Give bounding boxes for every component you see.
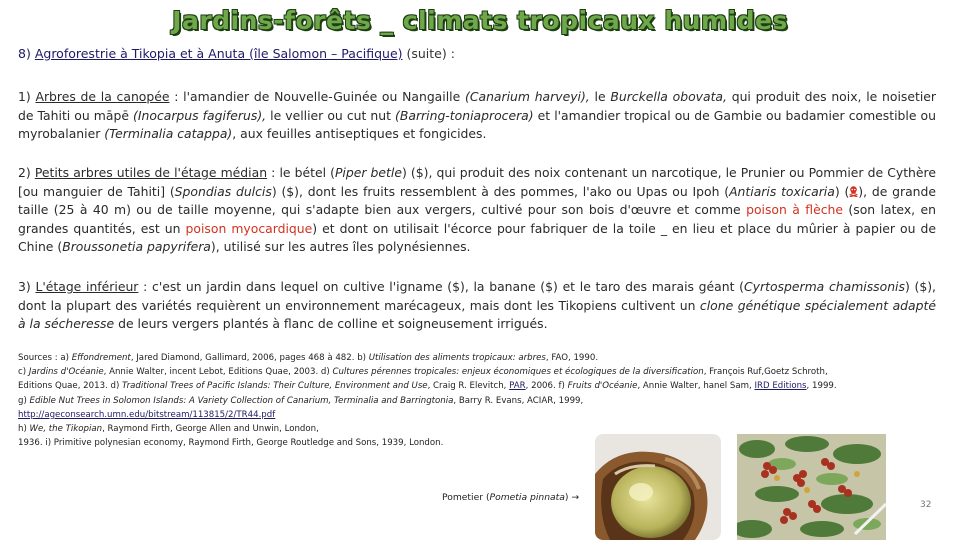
p2-text: ) ( <box>834 183 850 199</box>
source-title: Traditional Trees of Pacific Islands: Their Culture, Environment and Use <box>122 381 428 392</box>
p1-number: 1) <box>18 89 31 104</box>
source-link-ird[interactable]: IRD Editions <box>754 381 807 392</box>
pometia-fruit-photo <box>595 434 721 540</box>
source-text: , Barry R. Evans, ACIAR, 1999, <box>453 395 584 406</box>
p2-number: 2) <box>18 165 31 180</box>
p1-text: : l'amandier de Nouvelle-Guinée ou Nangaille <box>174 89 461 104</box>
source-text: Sources : a) <box>18 353 69 363</box>
section-heading-link[interactable]: Agroforestrie à Tikopia et à Anuta (île Salomon – Pacifique) <box>34 46 403 61</box>
source-title: Cultures pérennes tropicales: enjeux économiques et écologiques de la diversification <box>332 367 704 378</box>
source-text: , 2006. f) <box>525 381 565 392</box>
p1-species: (Inocarpus fagiferus), <box>133 107 267 123</box>
source-text: , François Ruf,Goetz Schroth, <box>703 367 828 378</box>
source-text: Editions Quae, 2013. d) <box>18 381 120 392</box>
source-title: We, the Tikopian <box>29 424 103 435</box>
p3-text: : c'est un jardin dans lequel on cultive l'igname ($), la banane ($) et le taro des marais géant ( <box>143 279 745 294</box>
p1-species: (Canarium harveyi), <box>464 89 590 104</box>
source-title: Utilisation des aliments tropicaux: arbres <box>368 353 546 363</box>
caption-text: ) → <box>564 492 580 503</box>
source-url-link[interactable]: http://ageconsearch.umn.edu/bitstream/113815/2/TR44.pdf <box>18 409 276 420</box>
source-text: , 1999. <box>806 381 837 392</box>
source-text: h) <box>18 424 27 435</box>
source-text: 1936. i) Primitive polynesian economy, Raymond Firth, George Routledge and Sons, 1939, London. <box>18 438 444 449</box>
section-heading <box>18 46 938 61</box>
p3-emphasis: clone génétique spécialement adapté à la sécheresse <box>18 297 936 332</box>
p2-species: Antiaris toxicaria <box>729 183 835 199</box>
section-heading-suffix: (suite) : <box>406 46 455 61</box>
p3-species: Cyrtosperma chamissonis <box>744 279 905 294</box>
source-text: , Craig R. Elevitch, <box>427 381 507 392</box>
p1-label: Arbres de la canopée <box>35 89 170 104</box>
p2-text: ) et dont on utilisait l'écorce pour fabriquer de la toile _ en lieu et place du mûrier à papier ou de Chine ( <box>18 220 936 255</box>
source-line <box>18 394 938 408</box>
p1-species: (Terminalia catappa) <box>104 126 233 142</box>
page-number: 32 <box>920 500 932 510</box>
paragraph-canopy <box>18 88 936 144</box>
p1-species: (Barring-toniaprocera) <box>395 107 534 123</box>
photo-caption <box>442 492 579 503</box>
source-link-par[interactable]: PAR <box>509 381 526 392</box>
caption-species: Pometia pinnata <box>489 492 565 503</box>
source-text: , Jared Diamond, Gallimard, 2006, pages 468 à 482. b) <box>130 353 366 363</box>
source-text: , Annie Walter, incent Lebot, Editions Quae, 2003. d) <box>103 367 330 378</box>
p3-label: L'étage inférieur <box>35 279 139 294</box>
source-title: Fruits d'Océanie <box>567 381 638 392</box>
source-title: Jardins d'Océanie <box>28 367 104 378</box>
source-title: Effondrement <box>71 353 131 363</box>
source-text: g) <box>18 395 27 406</box>
p2-species: Spondias dulcis <box>174 183 272 199</box>
p2-text: : le bétel ( <box>271 165 335 180</box>
p2-text: ) ($), dont les fruits ressemblent à des pommes, l'ako ou Upas ou Ipoh ( <box>271 183 730 199</box>
p1-species: Burckella obovata, <box>610 89 727 104</box>
poison-skull-icon <box>849 186 858 197</box>
p2-text: (son latex, en grandes quantités, est un <box>18 202 936 236</box>
source-line <box>18 408 938 422</box>
p1-text: et l'amandier tropical ou de Gambie ou badamier comestible ou myrobalanier <box>18 107 936 142</box>
slide-title: Jardins-forêts _ climats tropicaux humides <box>172 6 788 35</box>
p1-text: le <box>594 89 606 104</box>
p2-species: Piper betle <box>334 165 402 180</box>
p2-text: ), utilisé sur les autres îles polynésiennes. <box>210 239 471 255</box>
pometia-tree-photo <box>737 434 886 540</box>
source-text: , Annie Walter, hanel Sam, <box>637 381 752 392</box>
source-line <box>18 379 938 393</box>
section-number: 8) <box>18 46 31 61</box>
p1-text: , aux feuilles antiseptiques et fongicides. <box>232 126 487 142</box>
p1-text: le vellier ou cut nut <box>270 107 391 123</box>
p2-label: Petits arbres utiles de l'étage médian <box>34 165 268 180</box>
source-line <box>18 365 938 379</box>
p2-text: ), de grande taille (25 à 40 m) ou de taille moyenne, qui s'adapte bien aux vergers, cultivé pour son bois d'œuvre et comme <box>18 183 936 218</box>
paragraph-lower-layer <box>18 278 936 334</box>
source-title: Edible Nut Trees in Solomon Islands: A Variety Collection of Canarium, Terminalia and Barringtonia <box>29 395 454 406</box>
source-line <box>18 351 938 365</box>
p2-poison-highlight: poison à flèche <box>746 202 843 218</box>
p2-poison-highlight: poison myocardique <box>185 220 313 236</box>
p3-text: de leurs vergers plantés à flanc de colline et soigneusement irrigués. <box>118 316 548 332</box>
p2-species: Broussonetia papyrifera <box>62 239 211 255</box>
p3-number: 3) <box>18 279 31 294</box>
paragraph-middle-layer <box>18 164 936 257</box>
p2-text: ) ($), qui produit des noix contenant un narcotique, le Prunier ou Pommier de Cythère [ou manguier de Tahiti] ( <box>18 165 936 199</box>
p3-text: ) ($), dont la plupart des variétés requièrent un environnement marécageux, mais dont les Tikopiens cultivent un <box>18 279 936 313</box>
p1-text: qui produit des noix, le noisetier de Tahiti ou māpē <box>18 89 936 123</box>
source-text: c) <box>18 367 27 378</box>
caption-text: Pometier ( <box>442 492 490 503</box>
source-text: , Raymond Firth, George Allen and Unwin, London, <box>102 424 319 435</box>
source-text: , FAO, 1990. <box>545 353 599 363</box>
